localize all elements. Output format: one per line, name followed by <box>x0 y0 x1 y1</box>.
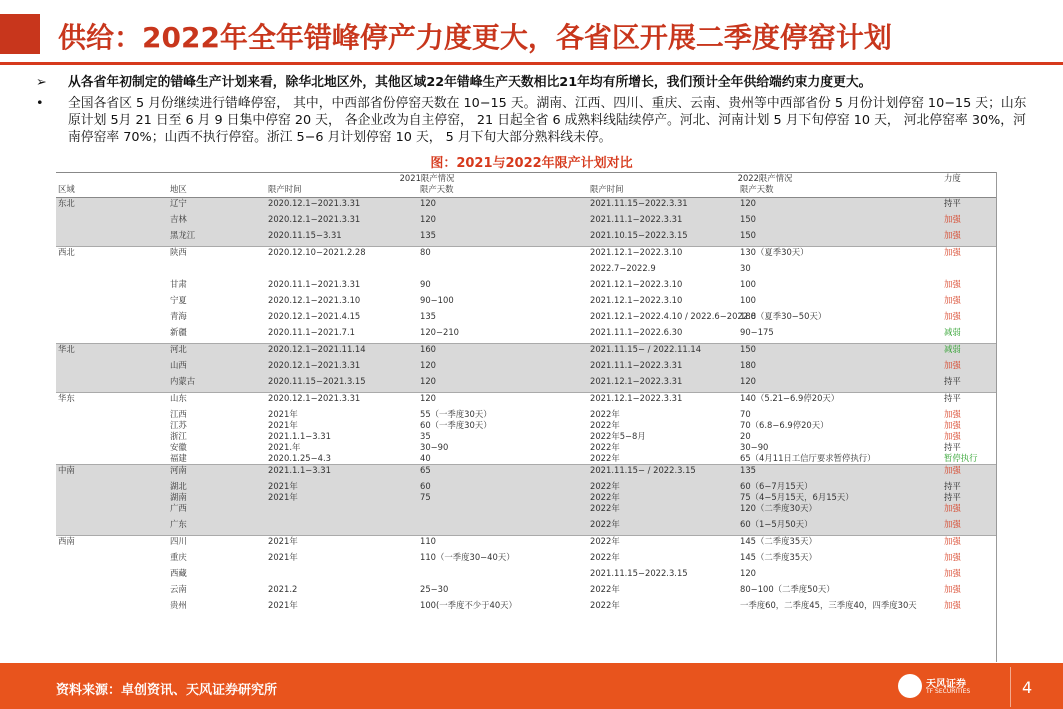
cell-days-2021: 40 <box>420 453 431 463</box>
table-row <box>56 519 996 536</box>
cell-time-2021: 2020.12.1−2021.11.14 <box>266 344 418 361</box>
cell-strength: 加强 <box>944 279 961 289</box>
cell-days-2022: 90−175 <box>740 327 774 337</box>
cell-time-2022: 2022年 <box>590 442 620 452</box>
cell-time-2022: 2022年5−8月 <box>590 431 646 441</box>
cell-days-2021: 35 <box>420 431 431 441</box>
cell-days-2021: 120 <box>418 393 588 410</box>
cell-time-2022: 2021.12.1−2022.3.31 <box>588 393 738 410</box>
cell-strength: 持平 <box>942 198 996 215</box>
cell-time-2022: 2022.7−2022.9 <box>590 263 656 273</box>
cell-time-2022: 2021.12.1−2022.3.10 <box>588 247 738 264</box>
cell-days-2022: 30 <box>740 263 751 273</box>
cell-time-2021: 2020.11.1−2021.7.1 <box>268 327 355 337</box>
bullet-detail-text: 全国各省区 5 月份继续进行错峰停窑， 其中，中西部省份停窑天数在 10−15 天。湖南、江西、四川、重庆、云南、贵州等中西部省份 5 月份计划停窑 10−15 天；山东原计划 5月 21 日至 6 月 9 日集中停窑 20 天， 各企业改为自主停窑， 21 日起全省 6 成熟料线陆续停产。河北、河南计划 5 月下旬停窑 10 天， 河北停窑率 30%，河南停窑率 70%；山西不执行停窑。浙江 5−6 月计划停窑 10 天， 5 月下旬大部分熟料线未停。 <box>68 96 1027 145</box>
brand-logo-sub: TF SECURITIES <box>926 688 971 695</box>
cell-region <box>56 279 168 295</box>
table-right-border <box>996 172 997 662</box>
col-header-time-2022: 限产时间 <box>588 184 738 198</box>
cell-area: 安徽 <box>170 442 187 452</box>
cell-days-2021: 90 <box>420 279 431 289</box>
cell-strength: 加强 <box>944 295 961 305</box>
brand-logo <box>898 672 998 700</box>
cell-days-2022: 75（4−5月15天，6月15天） <box>738 492 942 503</box>
bullet-detail <box>36 95 1036 146</box>
cell-time-2021: 2020.12.1−2021.3.31 <box>266 198 418 215</box>
cell-days-2022: 120 <box>738 376 942 393</box>
cell-time-2022: 2021.11.1−2022.3.31 <box>588 360 738 376</box>
cell-time-2022: 2021.11.1−2022.6.30 <box>590 327 683 337</box>
cell-region <box>56 214 168 230</box>
cell-area: 四川 <box>168 536 266 553</box>
cell-days-2022: 120 <box>740 568 757 578</box>
group-header-2021: 2021限产情况 <box>266 173 588 185</box>
cell-region: 东北 <box>56 198 168 215</box>
cell-days-2022: 70（6.8−6.9停20天） <box>740 420 829 430</box>
cell-region <box>56 295 168 311</box>
cell-time-2021: 2021年 <box>268 420 298 430</box>
table-caption: 图：2021与2022年限产计划对比 <box>430 156 633 171</box>
cell-region <box>56 263 168 279</box>
cell-region <box>56 600 168 616</box>
cell-days-2021: 75 <box>418 492 588 503</box>
table-row <box>56 327 996 344</box>
table-row <box>56 198 996 215</box>
cell-days-2022: 145（二季度35天） <box>738 536 942 553</box>
cell-days-2021: 120 <box>418 360 588 376</box>
cell-area: 甘肃 <box>170 279 187 289</box>
cell-area: 内蒙古 <box>168 376 266 393</box>
cell-time-2022: 2022年 <box>588 481 738 492</box>
cell-time-2021: 2020.11.15−2021.3.15 <box>266 376 418 393</box>
cell-time-2021: 2021年 <box>266 481 418 492</box>
cell-region: 中南 <box>56 465 168 482</box>
table-row <box>56 442 996 453</box>
table-row <box>56 247 996 264</box>
cell-days-2022: 70 <box>740 409 751 419</box>
col-header-days-2022: 限产天数 <box>738 184 942 198</box>
cell-time-2021: 2020.12.1−2021.3.10 <box>268 295 361 305</box>
cell-area: 云南 <box>170 584 187 594</box>
cell-time-2021 <box>266 568 418 584</box>
cell-days-2021: 55（一季度30天） <box>420 409 492 419</box>
cell-strength: 加强 <box>944 568 961 578</box>
cell-area: 湖南 <box>168 492 266 503</box>
cell-strength: 暂停执行 <box>944 453 978 463</box>
cell-region <box>56 568 168 584</box>
table-row <box>56 279 996 295</box>
cell-area: 重庆 <box>170 552 187 562</box>
cell-time-2021: 2021.年 <box>268 442 301 452</box>
cell-area: 贵州 <box>170 600 187 610</box>
cell-region <box>56 552 168 568</box>
table-row <box>56 481 996 492</box>
table-row <box>56 600 996 616</box>
cell-time-2021: 2020.11.1−2021.3.31 <box>268 279 361 289</box>
table-row <box>56 393 996 410</box>
cell-time-2021 <box>266 519 418 536</box>
footer-separator <box>1010 667 1011 707</box>
cell-days-2021: 30−90 <box>420 442 449 452</box>
cell-region: 西南 <box>56 536 168 553</box>
cell-area: 福建 <box>170 453 187 463</box>
brand-logo-name: 天风证券 <box>926 679 966 690</box>
cell-strength: 加强 <box>942 536 996 553</box>
cell-region: 西北 <box>56 247 168 264</box>
bullet-summary-text: 从各省年初制定的错峰生产计划来看，除华北地区外，其他区域22年错峰生产天数相比21年均有所增长，我们预计全年供给端约束力度更大。 <box>68 75 872 90</box>
production-limit-table <box>56 172 996 616</box>
group-header-2022: 2022限产情况 <box>588 173 942 185</box>
cell-days-2021: 120 <box>418 214 588 230</box>
cell-strength: 减弱 <box>942 344 996 361</box>
cell-strength: 加强 <box>942 247 996 264</box>
cell-strength: 加强 <box>944 420 961 430</box>
table-row <box>56 453 996 465</box>
cell-days-2021: 135 <box>420 311 436 321</box>
cell-area: 新疆 <box>170 327 187 337</box>
cell-region <box>56 409 168 420</box>
cell-days-2022: 140（5.21−6.9停20天） <box>738 393 942 410</box>
table-row <box>56 230 996 247</box>
cell-strength: 加强 <box>942 465 996 482</box>
cell-strength: 加强 <box>944 311 961 321</box>
cell-time-2022: 2021.12.1−2022.3.10 <box>590 279 683 289</box>
cell-time-2021: 2020.11.15−3.31 <box>266 230 418 247</box>
cell-strength: 加强 <box>942 519 996 536</box>
cell-area: 广东 <box>168 519 266 536</box>
cell-region: 华东 <box>56 393 168 410</box>
cell-time-2022: 2022年 <box>590 552 620 562</box>
cell-time-2022: 2022年 <box>590 584 620 594</box>
cell-days-2021: 25−30 <box>420 584 449 594</box>
cell-strength: 持平 <box>942 492 996 503</box>
cell-area: 宁夏 <box>170 295 187 305</box>
cell-time-2022: 2021.11.1−2022.3.31 <box>588 214 738 230</box>
cell-strength: 持平 <box>944 442 961 452</box>
cell-area: 辽宁 <box>168 198 266 215</box>
cell-days-2021 <box>418 503 588 519</box>
cell-days-2022: 135 <box>738 465 942 482</box>
cell-days-2021 <box>418 263 588 279</box>
cell-days-2022: 120（二季度30天） <box>738 503 942 519</box>
cell-days-2021: 100(一季度不少于40天） <box>420 600 517 610</box>
col-header-region: 区域 <box>56 184 168 198</box>
cell-time-2021: 2021年 <box>266 536 418 553</box>
cell-days-2022: 120 <box>738 198 942 215</box>
cell-region <box>56 453 168 465</box>
group-header-strength: 力度 <box>942 173 996 185</box>
cell-strength: 持平 <box>942 376 996 393</box>
table-row <box>56 420 996 431</box>
cell-time-2021: 2021年 <box>268 600 298 610</box>
table-row <box>56 568 996 584</box>
cell-days-2021: 120−210 <box>420 327 459 337</box>
cell-area: 河南 <box>168 465 266 482</box>
cell-strength: 加强 <box>944 409 961 419</box>
col-header-time-2021: 限产时间 <box>266 184 418 198</box>
cell-days-2022: 150 <box>738 230 942 247</box>
brand-logo-icon <box>898 674 922 698</box>
table-row <box>56 360 996 376</box>
table-row <box>56 263 996 279</box>
cell-days-2022: 60（1−5月50天） <box>738 519 942 536</box>
slide-title: 供给：2022年全年错峰停产力度更大，各省区开展二季度停窑计划 <box>58 21 892 54</box>
cell-strength: 持平 <box>942 393 996 410</box>
cell-time-2021: 2020.12.10−2021.2.28 <box>266 247 418 264</box>
cell-area: 江西 <box>170 409 187 419</box>
table-row <box>56 311 996 327</box>
cell-days-2022: 60（6−7月15天） <box>738 481 942 492</box>
cell-days-2022: 80−100（二季度50天） <box>740 584 835 594</box>
table-row <box>56 536 996 553</box>
cell-area: 河北 <box>168 344 266 361</box>
cell-days-2022: 20 <box>740 431 751 441</box>
cell-days-2022: 150 <box>738 214 942 230</box>
cell-area: 山西 <box>168 360 266 376</box>
cell-area: 西藏 <box>170 568 187 578</box>
cell-strength: 持平 <box>942 481 996 492</box>
table-row <box>56 214 996 230</box>
cell-days-2021: 60 <box>418 481 588 492</box>
cell-time-2022: 2021.11.15−2022.3.31 <box>588 198 738 215</box>
cell-time-2022: 2022年 <box>588 536 738 553</box>
cell-strength: 加强 <box>944 431 961 441</box>
cell-days-2022: 130（夏季30天） <box>738 247 942 264</box>
table-row <box>56 465 996 482</box>
cell-time-2021: 2020.1.25−4.3 <box>268 453 331 463</box>
bullet-list <box>36 74 1036 146</box>
cell-region <box>56 584 168 600</box>
cell-region <box>56 311 168 327</box>
table-row <box>56 376 996 393</box>
cell-days-2022: 30−90 <box>740 442 769 452</box>
cell-time-2022: 2021.11.15− / 2022.11.14 <box>588 344 738 361</box>
cell-strength: 加强 <box>942 360 996 376</box>
cell-region <box>56 481 168 492</box>
cell-days-2021: 120 <box>418 198 588 215</box>
cell-time-2021: 2020.12.1−2021.3.31 <box>266 214 418 230</box>
cell-strength: 加强 <box>944 552 961 562</box>
cell-strength: 减弱 <box>944 327 961 337</box>
bullet-summary <box>36 74 1036 91</box>
page-number: 4 <box>1022 678 1033 697</box>
cell-region <box>56 492 168 503</box>
cell-area: 陕西 <box>168 247 266 264</box>
cell-time-2022: 2021.12.1−2022.3.31 <box>588 376 738 393</box>
cell-time-2022: 2022年 <box>590 420 620 430</box>
cell-time-2021: 2021.1.1−3.31 <box>266 465 418 482</box>
cell-days-2021: 65 <box>418 465 588 482</box>
cell-time-2021: 2021.1.1−3.31 <box>268 431 331 441</box>
cell-time-2022: 2022年 <box>590 453 620 463</box>
cell-time-2022: 2022年 <box>588 492 738 503</box>
cell-days-2021: 110（一季度30−40天） <box>420 552 515 562</box>
cell-time-2021: 2020.12.1−2021.3.31 <box>266 360 418 376</box>
cell-time-2021 <box>266 263 418 279</box>
table-row <box>56 492 996 503</box>
cell-days-2021: 160 <box>418 344 588 361</box>
title-bar <box>0 0 1063 68</box>
table-row <box>56 295 996 311</box>
cell-region <box>56 420 168 431</box>
cell-area: 黑龙江 <box>168 230 266 247</box>
cell-region <box>56 519 168 536</box>
cell-time-2022: 2021.12.1−2022.4.10 / 2022.6−2022.8 <box>590 311 757 321</box>
cell-region <box>56 431 168 442</box>
dot-bullet-icon: • <box>36 96 44 111</box>
cell-area: 湖北 <box>168 481 266 492</box>
table-row <box>56 503 996 519</box>
cell-region <box>56 442 168 453</box>
cell-time-2022: 2022年 <box>590 600 620 610</box>
cell-time-2022: 2021.11.15− / 2022.3.15 <box>588 465 738 482</box>
cell-days-2021: 90−100 <box>420 295 454 305</box>
col-header-days-2021: 限产天数 <box>418 184 588 198</box>
cell-area: 吉林 <box>168 214 266 230</box>
title-divider <box>0 62 1063 65</box>
cell-days-2022: 65（4月11日工信厅要求暂停执行） <box>740 453 876 463</box>
cell-days-2021 <box>418 568 588 584</box>
table-row <box>56 552 996 568</box>
cell-time-2022: 2022年 <box>588 519 738 536</box>
cell-days-2022: 一季度60，二季度45，三季度40，四季度30天 <box>740 600 917 610</box>
cell-days-2021: 60（一季度30天） <box>420 420 492 430</box>
table-row <box>56 431 996 442</box>
cell-region <box>56 376 168 393</box>
cell-time-2022: 2021.12.1−2022.3.10 <box>590 295 683 305</box>
cell-time-2021 <box>266 503 418 519</box>
cell-strength: 加强 <box>944 600 961 610</box>
cell-time-2021: 2020.12.1−2021.4.15 <box>268 311 361 321</box>
cell-days-2021 <box>418 519 588 536</box>
cell-strength: 加强 <box>944 584 961 594</box>
cell-time-2021: 2021年 <box>268 552 298 562</box>
col-header-area: 地区 <box>168 184 266 198</box>
cell-strength: 加强 <box>942 503 996 519</box>
cell-days-2022: 100 <box>740 279 757 289</box>
table-row <box>56 344 996 361</box>
cell-area: 广西 <box>168 503 266 519</box>
cell-strength: 加强 <box>942 230 996 247</box>
cell-area: 青海 <box>170 311 187 321</box>
cell-days-2021: 110 <box>418 536 588 553</box>
cell-region <box>56 230 168 247</box>
cell-region <box>56 327 168 344</box>
table-row <box>56 409 996 420</box>
cell-time-2021: 2021.2 <box>268 584 298 594</box>
cell-time-2022: 2022年 <box>590 409 620 419</box>
cell-area <box>168 263 266 279</box>
cell-days-2022: 145（二季度35天） <box>740 552 817 562</box>
cell-area: 浙江 <box>170 431 187 441</box>
cell-days-2022: 180 <box>738 360 942 376</box>
cell-days-2021: 120 <box>418 376 588 393</box>
title-accent-bar <box>0 14 40 54</box>
cell-area: 江苏 <box>170 420 187 430</box>
cell-time-2022: 2021.11.15−2022.3.15 <box>590 568 688 578</box>
cell-days-2022: 180（夏季30−50天） <box>740 311 827 321</box>
cell-days-2021: 135 <box>418 230 588 247</box>
cell-strength <box>942 263 996 279</box>
cell-strength: 加强 <box>942 214 996 230</box>
cell-region: 华北 <box>56 344 168 361</box>
cell-time-2021: 2021年 <box>266 492 418 503</box>
cell-area: 山东 <box>168 393 266 410</box>
cell-days-2022: 100 <box>740 295 757 305</box>
cell-days-2021: 80 <box>418 247 588 264</box>
cell-days-2022: 150 <box>738 344 942 361</box>
cell-region <box>56 503 168 519</box>
cell-time-2022: 2021.10.15−2022.3.15 <box>588 230 738 247</box>
footer-source: 资料来源：卓创资讯、天风证券研究所 <box>56 683 278 698</box>
table-row <box>56 584 996 600</box>
cell-time-2021: 2020.12.1−2021.3.31 <box>266 393 418 410</box>
cell-region <box>56 360 168 376</box>
arrow-bullet-icon: ➢ <box>36 75 47 90</box>
cell-time-2022: 2022年 <box>588 503 738 519</box>
cell-time-2021: 2021年 <box>268 409 298 419</box>
table-body <box>56 198 996 617</box>
